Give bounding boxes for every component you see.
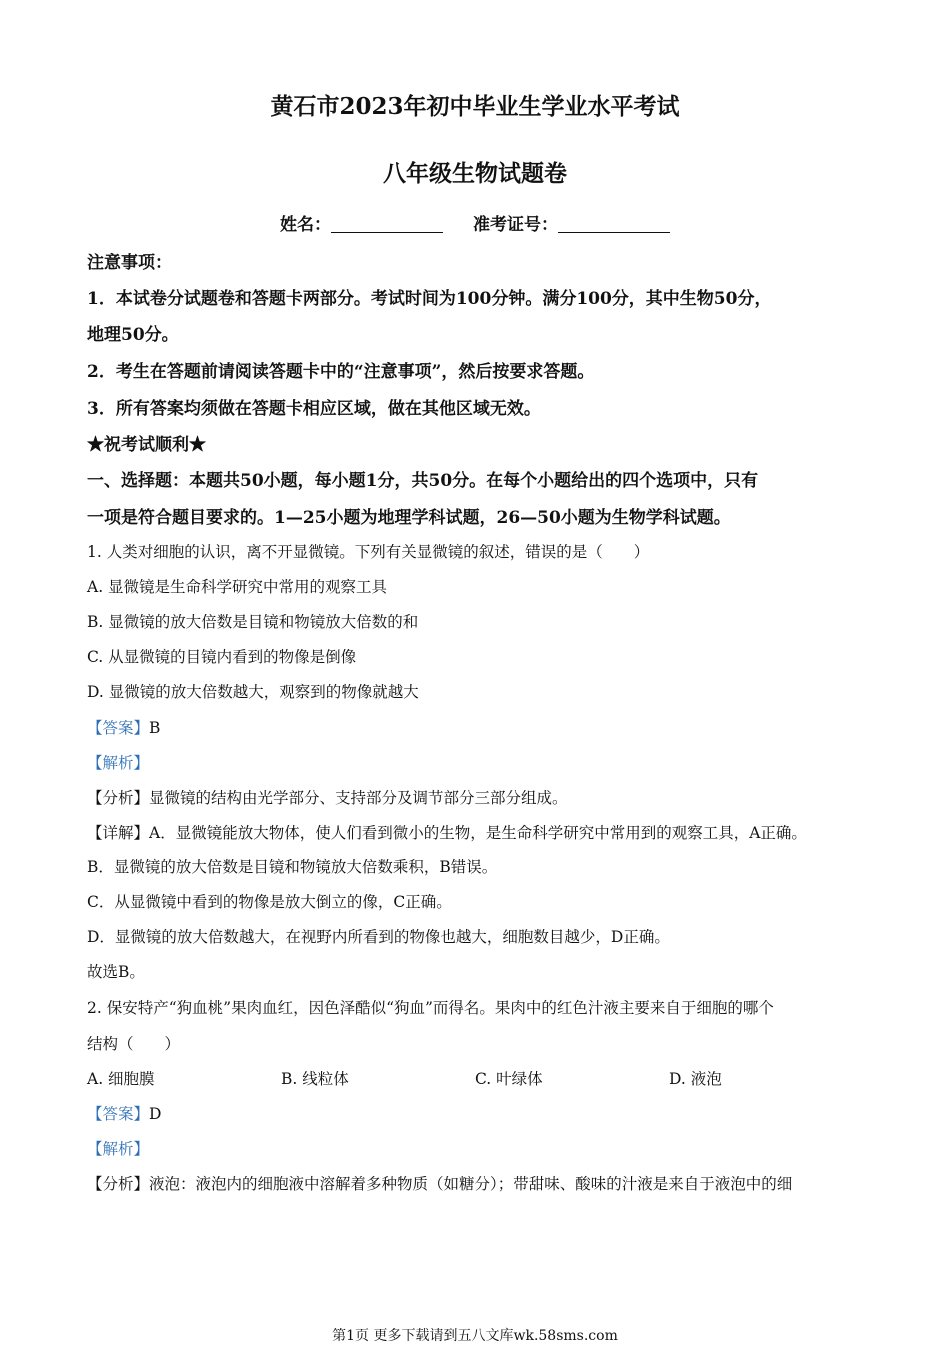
name-blank xyxy=(331,216,443,233)
q1-option-b: B. 显微镜的放大倍数是目镜和物镜放大倍数的和 xyxy=(87,613,419,631)
exam-title: 黄石市2023年初中毕业生学业水平考试 xyxy=(270,93,680,120)
section-heading-cont: 一项是符合题目要求的。1—25小题为地理学科试题，26—50小题为生物学科试题。 xyxy=(87,508,731,528)
answer-value: D xyxy=(149,1105,162,1123)
q2-stem-cont: 结构（ ） xyxy=(87,1035,181,1053)
q1-explain-b: B．显微镜的放大倍数是目镜和物镜放大倍数乘积，B错误。 xyxy=(87,858,498,876)
q2-option-d: D. 液泡 xyxy=(669,1070,722,1088)
note-2: 2．考生在答题前请阅读答题卡中的“注意事项”，然后按要求答题。 xyxy=(87,362,595,382)
section-heading: 一、选择题：本题共50小题，每小题1分，共50分。在每个小题给出的四个选项中，只有 xyxy=(87,471,759,491)
q2-option-a: A. 细胞膜 xyxy=(87,1070,155,1088)
q1-option-c: C. 从显微镜的目镜内看到的物像是倒像 xyxy=(87,648,357,666)
q1-option-d: D. 显微镜的放大倍数越大，观察到的物像就越大 xyxy=(87,683,419,701)
note-3: 3．所有答案均须做在答题卡相应区域，做在其他区域无效。 xyxy=(87,399,541,419)
q2-analysis-tag: 【解析】 xyxy=(87,1140,150,1158)
exam-number-label: 准考证号： xyxy=(473,215,558,235)
notes-heading: 注意事项： xyxy=(87,253,172,273)
page-footer: 第1页 更多下载请到五八文库wk.58sms.com xyxy=(332,1328,618,1344)
exam-subtitle: 八年级生物试题卷 xyxy=(383,160,567,187)
name-label: 姓名： xyxy=(280,215,331,235)
q1-analysis-tag: 【解析】 xyxy=(87,754,150,772)
q2-answer xyxy=(87,1102,877,1124)
q1-explain-d: D．显微镜的放大倍数越大，在视野内所看到的物像也越大，细胞数目越少，D正确。 xyxy=(87,928,670,946)
candidate-info-row xyxy=(0,210,950,235)
note-1-cont: 地理50分。 xyxy=(87,325,179,345)
answer-tag: 【答案】 xyxy=(87,719,150,737)
q2-stem: 2. 保安特产“狗血桃”果肉血红，因色泽酷似“狗血”而得名。果肉中的红色汁液主要来自于细胞的哪个 xyxy=(87,999,774,1017)
answer-value: B xyxy=(149,719,161,737)
q1-stem: 1. 人类对细胞的认识，离不开显微镜。下列有关显微镜的叙述，错误的是（ ） xyxy=(87,543,650,561)
q1-fenxi: 【分析】显微镜的结构由光学部分、支持部分及调节部分三部分组成。 xyxy=(87,789,568,807)
q1-answer xyxy=(87,716,877,738)
answer-tag: 【答案】 xyxy=(87,1105,150,1123)
q2-option-c: C. 叶绿体 xyxy=(475,1070,543,1088)
exam-number-blank xyxy=(558,216,670,233)
q1-choose: 故选B。 xyxy=(87,963,145,981)
q1-option-a: A. 显微镜是生命科学研究中常用的观察工具 xyxy=(87,578,388,596)
q2-option-b: B. 线粒体 xyxy=(281,1070,349,1088)
q2-fenxi: 【分析】液泡：液泡内的细胞液中溶解着多种物质（如糖分）；带甜味、酸味的汁液是来自于液泡中的细 xyxy=(87,1175,793,1193)
q1-xiangjie: 【详解】A．显微镜能放大物体，使人们看到微小的生物，是生命科学研究中常用到的观察工具，A正确。 xyxy=(87,824,807,842)
q1-explain-c: C．从显微镜中看到的物像是放大倒立的像，C正确。 xyxy=(87,893,452,911)
good-luck-line: ★祝考试顺利★ xyxy=(87,435,206,455)
note-1: 1．本试卷分试题卷和答题卡两部分。考试时间为100分钟。满分100分，其中生物50分， xyxy=(87,289,772,309)
